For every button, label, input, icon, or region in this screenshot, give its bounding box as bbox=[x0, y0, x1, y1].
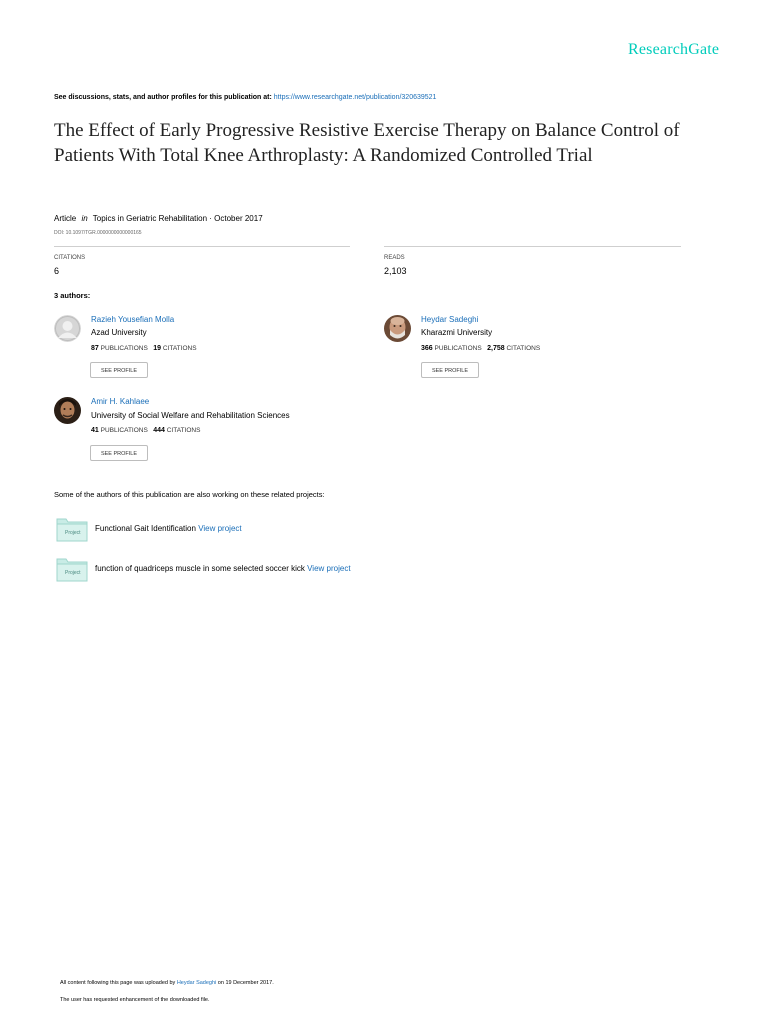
project-folder-label: Project bbox=[65, 570, 81, 576]
project-item bbox=[95, 524, 242, 533]
citations-label: CITATIONS bbox=[166, 427, 201, 434]
project-folder-icon bbox=[56, 556, 88, 580]
reads-divider bbox=[384, 246, 681, 247]
in-label: in bbox=[81, 214, 88, 223]
citations-value: 6 bbox=[54, 266, 60, 276]
author-name[interactable]: Heydar Sadeghi bbox=[421, 315, 479, 324]
journal-date: Topics in Geriatric Rehabilitation · October 2017 bbox=[92, 214, 263, 223]
view-project-link[interactable]: View project bbox=[198, 524, 242, 533]
citations-divider bbox=[54, 246, 350, 247]
discussion-text: See discussions, stats, and author profiles for this publication at: bbox=[54, 94, 272, 101]
publications-count: 41 bbox=[91, 427, 99, 434]
project-title: Functional Gait Identification bbox=[95, 524, 196, 533]
see-profile-button[interactable]: SEE PROFILE bbox=[90, 445, 148, 461]
project-title: function of quadriceps muscle in some selected soccer kick bbox=[95, 564, 305, 573]
author-stats bbox=[91, 345, 197, 352]
researchgate-logo[interactable]: ResearchGate bbox=[628, 41, 720, 58]
paper-title: The Effect of Early Progressive Resistive Exercise Therapy on Balance Control of Patients With Total Knee Arthroplasty: A Randomized Controlled Trial bbox=[54, 120, 680, 166]
publications-label: PUBLICATIONS bbox=[100, 427, 148, 434]
related-projects-heading: Some of the authors of this publication are also working on these related projects: bbox=[54, 490, 325, 499]
publications-count: 366 bbox=[421, 345, 433, 352]
author-stats bbox=[421, 345, 540, 352]
uploader-link[interactable]: Heydar Sadeghi bbox=[176, 980, 217, 986]
upload-note-date: on 19 December 2017. bbox=[217, 980, 274, 986]
citations-count: 2,758 bbox=[487, 345, 505, 352]
project-folder-icon bbox=[56, 516, 88, 540]
view-project-link[interactable]: View project bbox=[307, 564, 351, 573]
author-stats bbox=[91, 427, 200, 434]
project-folder-label: Project bbox=[65, 530, 81, 536]
reads-label: READS bbox=[384, 255, 405, 261]
paper-meta bbox=[54, 214, 263, 223]
publication-url-link[interactable]: https://www.researchgate.net/publication/320639521 bbox=[273, 94, 437, 101]
citations-label: CITATIONS bbox=[162, 345, 197, 352]
author-name[interactable]: Amir H. Kahlaee bbox=[91, 397, 150, 406]
authors-heading: 3 authors: bbox=[54, 291, 91, 300]
upload-note bbox=[60, 980, 274, 986]
project-item bbox=[95, 564, 351, 573]
citations-count: 19 bbox=[153, 345, 162, 352]
author-institution: Azad University bbox=[91, 328, 147, 337]
citations-label: CITATIONS bbox=[506, 345, 541, 352]
publications-count: 87 bbox=[91, 345, 99, 352]
see-profile-button[interactable]: SEE PROFILE bbox=[90, 362, 148, 378]
doi: DOI: 10.1097/TGR.0000000000000165 bbox=[54, 230, 142, 236]
default-avatar-icon[interactable] bbox=[54, 315, 81, 342]
author-institution: University of Social Welfare and Rehabilitation Sciences bbox=[91, 411, 290, 420]
reads-value: 2,103 bbox=[384, 266, 407, 276]
enhancement-note: The user has requested enhancement of the downloaded file. bbox=[60, 997, 210, 1003]
author-name[interactable]: Razieh Yousefian Molla bbox=[91, 315, 175, 324]
bald-man-photo[interactable] bbox=[384, 315, 411, 342]
see-profile-button[interactable]: SEE PROFILE bbox=[421, 362, 479, 378]
man-photo[interactable] bbox=[54, 397, 81, 424]
publications-label: PUBLICATIONS bbox=[100, 345, 148, 352]
citations-label: CITATIONS bbox=[54, 255, 86, 261]
article-type: Article bbox=[54, 214, 77, 223]
citations-count: 444 bbox=[153, 427, 165, 434]
author-institution: Kharazmi University bbox=[421, 328, 493, 337]
upload-note-prefix: All content following this page was uploaded by bbox=[60, 980, 176, 986]
publications-label: PUBLICATIONS bbox=[434, 345, 482, 352]
discussion-line bbox=[54, 94, 436, 101]
